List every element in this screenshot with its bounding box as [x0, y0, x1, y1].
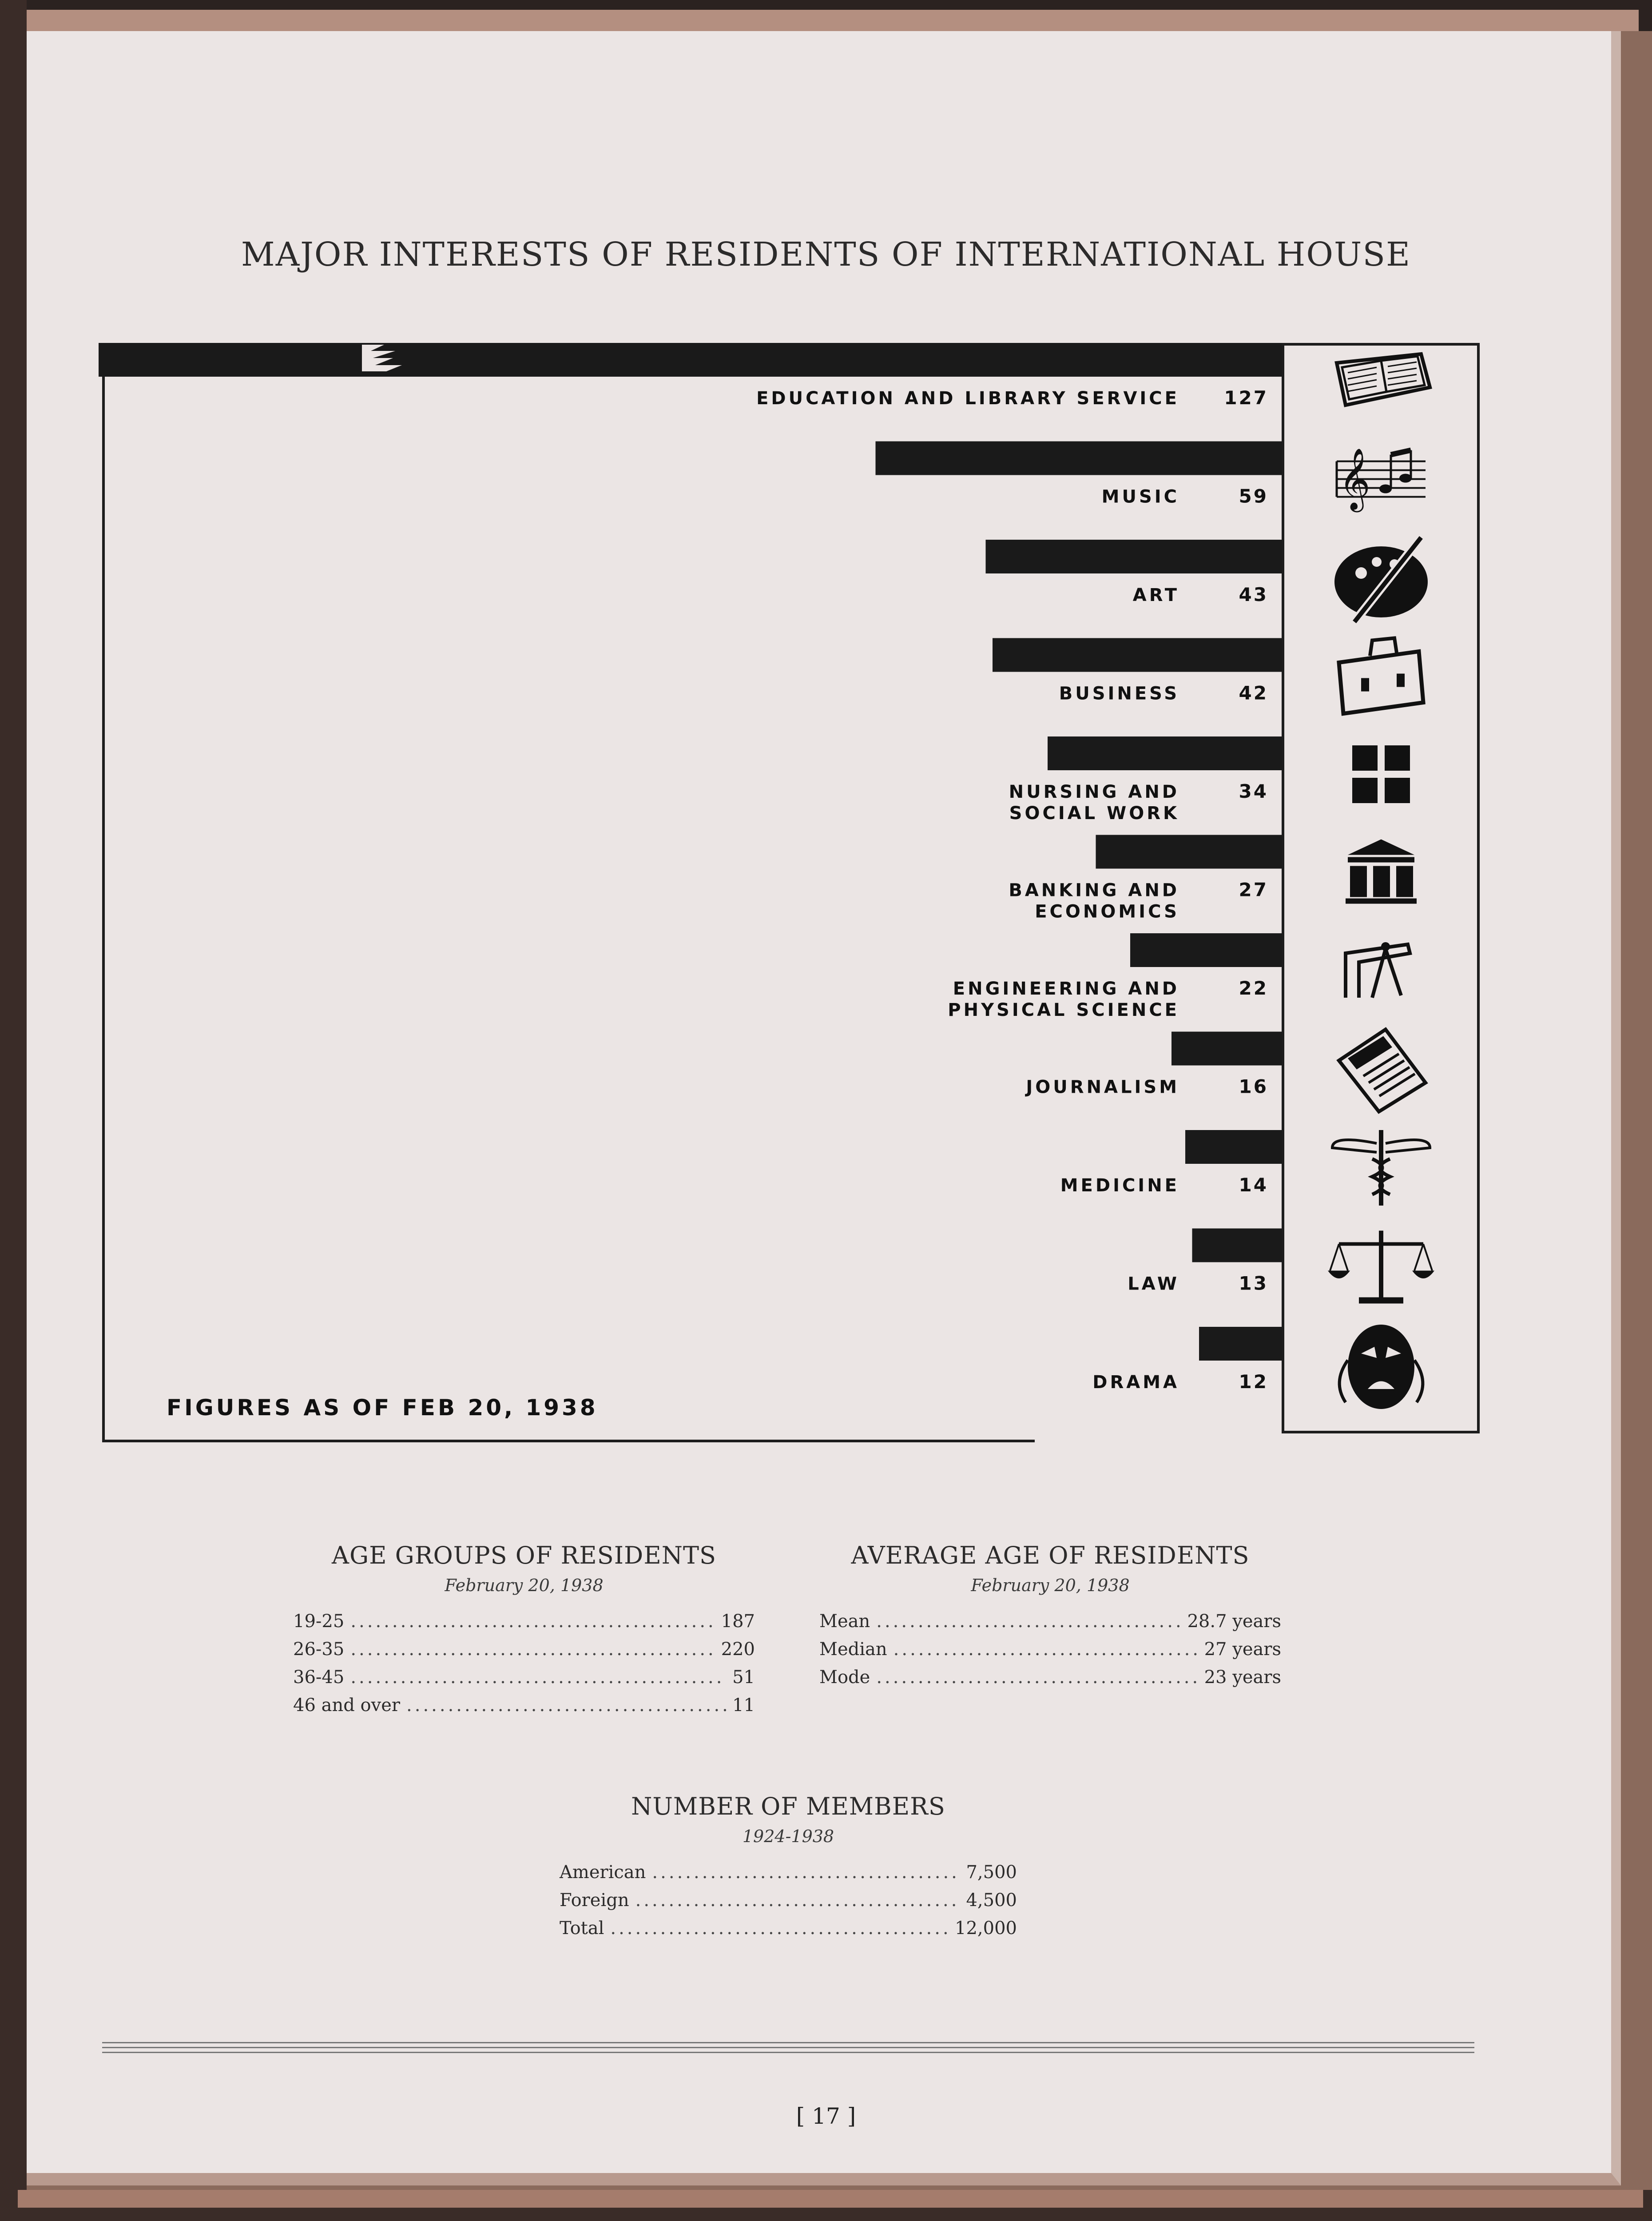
- footer-rule-2: [102, 2047, 1474, 2048]
- bank-lintel: [1348, 857, 1414, 863]
- bar-2: [986, 540, 1282, 573]
- bank-column: [1396, 866, 1413, 897]
- bar-value-label: 42: [1239, 682, 1268, 704]
- row-value: 23 years: [1204, 1667, 1281, 1688]
- row-label: American: [560, 1862, 646, 1883]
- bar-label: NURSING AND: [1009, 782, 1179, 802]
- bar-label: ENGINEERING AND: [953, 979, 1179, 999]
- treble-clef: 𝄞: [1339, 448, 1370, 510]
- table-row: [819, 1667, 1281, 1695]
- dot-leader: [406, 1695, 726, 1716]
- row-label: Median: [819, 1639, 887, 1660]
- case-clasp: [1397, 674, 1405, 687]
- row-value: 220: [721, 1639, 755, 1660]
- scale-string: [1330, 1244, 1348, 1271]
- age-groups-title: AGE GROUPS OF RESIDENTS: [331, 1541, 717, 1569]
- age-groups-rows: [293, 1611, 755, 1723]
- average-age-table: [819, 1541, 1281, 1695]
- book-edge-bottom-band: [18, 2190, 1643, 2208]
- bar-7: [1171, 1032, 1282, 1066]
- bar-5: [1096, 835, 1282, 869]
- row-label: 19-25: [293, 1611, 345, 1632]
- table-row: [560, 1890, 1017, 1918]
- bar-value-label: 27: [1239, 879, 1268, 901]
- dot-leader: [652, 1862, 960, 1883]
- members-title: NUMBER OF MEMBERS: [631, 1792, 945, 1820]
- compass-leg: [1372, 949, 1386, 998]
- bar-label: MEDICINE: [1060, 1175, 1179, 1196]
- compass-hinge: [1381, 942, 1390, 951]
- music-staff-icon: [1337, 448, 1426, 513]
- dot-leader: [635, 1890, 960, 1911]
- row-value: 28.7 years: [1187, 1611, 1281, 1632]
- briefcase-icon: [1339, 638, 1423, 714]
- age-groups-table: [293, 1541, 755, 1723]
- drafting-tools-icon: [1346, 942, 1410, 998]
- dot-leader: [876, 1611, 1181, 1632]
- theater-mask-icon: [1339, 1325, 1423, 1409]
- bank-icon: [1346, 840, 1417, 904]
- bar-label: SOCIAL WORK: [1009, 803, 1179, 824]
- newspaper-icon: [1339, 1030, 1426, 1112]
- members-subtitle: 1924-1938: [742, 1827, 834, 1846]
- average-age-title: AVERAGE AGE OF RESIDENTS: [851, 1541, 1250, 1569]
- table-row: [560, 1862, 1017, 1890]
- mask-face: [1348, 1325, 1414, 1409]
- row-value: 27 years: [1204, 1639, 1281, 1660]
- bank-column: [1350, 866, 1367, 897]
- bar-value-label: 16: [1239, 1075, 1268, 1098]
- row-label: Foreign: [560, 1890, 629, 1911]
- mask-ribbon: [1339, 1360, 1348, 1402]
- dot-leader: [894, 1639, 1198, 1660]
- bar-10: [1199, 1327, 1282, 1361]
- chart-title: MAJOR INTERESTS OF RESIDENTS OF INTERNATIONAL HOUSE: [241, 235, 1411, 274]
- bar-value-label: 22: [1239, 977, 1268, 999]
- scale-string: [1414, 1244, 1432, 1271]
- table-row: [293, 1639, 755, 1667]
- bar-label: EDUCATION AND LIBRARY SERVICE: [756, 388, 1179, 409]
- bar-value-label: 59: [1239, 485, 1268, 507]
- mask-ribbon: [1414, 1360, 1423, 1402]
- palette-icon: [1334, 537, 1428, 622]
- bar-8: [1185, 1130, 1282, 1164]
- book-icon: [1337, 354, 1430, 405]
- bar-label: ECONOMICS: [1035, 901, 1179, 922]
- case-body: [1339, 652, 1423, 714]
- bar-label: PHYSICAL SCIENCE: [948, 1000, 1179, 1020]
- table-row: [560, 1918, 1017, 1946]
- average-age-subtitle: February 20, 1938: [971, 1576, 1130, 1595]
- table-row: [293, 1611, 755, 1639]
- row-value: 187: [721, 1611, 755, 1632]
- bar-1: [876, 442, 1282, 475]
- scale-base: [1359, 1298, 1403, 1304]
- footer-rule-1: [102, 2042, 1474, 2043]
- dot-leader: [350, 1667, 726, 1688]
- row-label: 26-35: [293, 1639, 345, 1660]
- table-row: [819, 1639, 1281, 1667]
- bar-label: DRAMA: [1092, 1372, 1179, 1393]
- bar-6: [1130, 933, 1282, 967]
- bar-label: BUSINESS: [1059, 683, 1179, 704]
- bar-label: MUSIC: [1101, 486, 1179, 507]
- cross-icon: [1352, 745, 1410, 803]
- row-label: 36-45: [293, 1667, 345, 1688]
- bar-value-label: 43: [1239, 584, 1268, 605]
- bar-label: ART: [1132, 585, 1179, 605]
- bar-4: [1048, 736, 1282, 770]
- bar-9: [1192, 1229, 1282, 1262]
- bar-value-label: 34: [1239, 780, 1268, 802]
- note-beam: [1391, 450, 1411, 455]
- dot-leader: [350, 1611, 715, 1632]
- bar-value-label: 127: [1224, 387, 1268, 409]
- bar-3: [993, 638, 1282, 672]
- bar-label: BANKING AND: [1009, 880, 1179, 901]
- row-value: 51: [732, 1667, 755, 1688]
- bar-label: JOURNALISM: [1026, 1077, 1179, 1098]
- wing: [1386, 1140, 1430, 1152]
- row-label: 46 and over: [293, 1695, 401, 1716]
- row-value: 4,500: [966, 1890, 1017, 1911]
- dot-leader: [876, 1667, 1198, 1688]
- table-row: [819, 1611, 1281, 1639]
- scale-pan: [1412, 1271, 1434, 1279]
- scale-pan: [1328, 1271, 1350, 1279]
- average-age-rows: [819, 1611, 1281, 1695]
- paint-dot: [1372, 557, 1382, 567]
- case-clasp: [1361, 678, 1369, 692]
- wing: [1332, 1140, 1377, 1152]
- bank-roof: [1348, 840, 1414, 855]
- dot-leader: [610, 1918, 949, 1938]
- bank-base: [1346, 899, 1417, 904]
- row-value: 7,500: [966, 1862, 1017, 1883]
- dot-leader: [350, 1639, 715, 1660]
- row-label: Mean: [819, 1611, 870, 1632]
- bank-column: [1373, 866, 1390, 897]
- table-row: [293, 1695, 755, 1723]
- members-table: [560, 1792, 1017, 1946]
- age-groups-subtitle: February 20, 1938: [445, 1576, 604, 1595]
- bar-value-label: 12: [1239, 1371, 1268, 1393]
- caduceus-icon: [1332, 1130, 1430, 1206]
- page-number: [ 17 ]: [796, 2103, 856, 2129]
- bar-value-label: 13: [1239, 1272, 1268, 1294]
- cross-h: [1352, 771, 1410, 778]
- bar-value-label: 14: [1239, 1174, 1268, 1196]
- scales-icon: [1328, 1231, 1434, 1304]
- figures-note: FIGURES AS OF FEB 20, 1938: [167, 1395, 598, 1421]
- paint-dot: [1355, 567, 1367, 579]
- row-label: Total: [560, 1918, 604, 1938]
- table-row: [293, 1667, 755, 1695]
- bar-0: [99, 343, 1282, 377]
- footer-rule-3: [102, 2052, 1474, 2053]
- row-value: 11: [732, 1695, 755, 1716]
- row-value: 12,000: [955, 1918, 1017, 1938]
- members-rows: [560, 1862, 1017, 1946]
- row-label: Mode: [819, 1667, 870, 1688]
- bar-label: LAW: [1128, 1274, 1179, 1294]
